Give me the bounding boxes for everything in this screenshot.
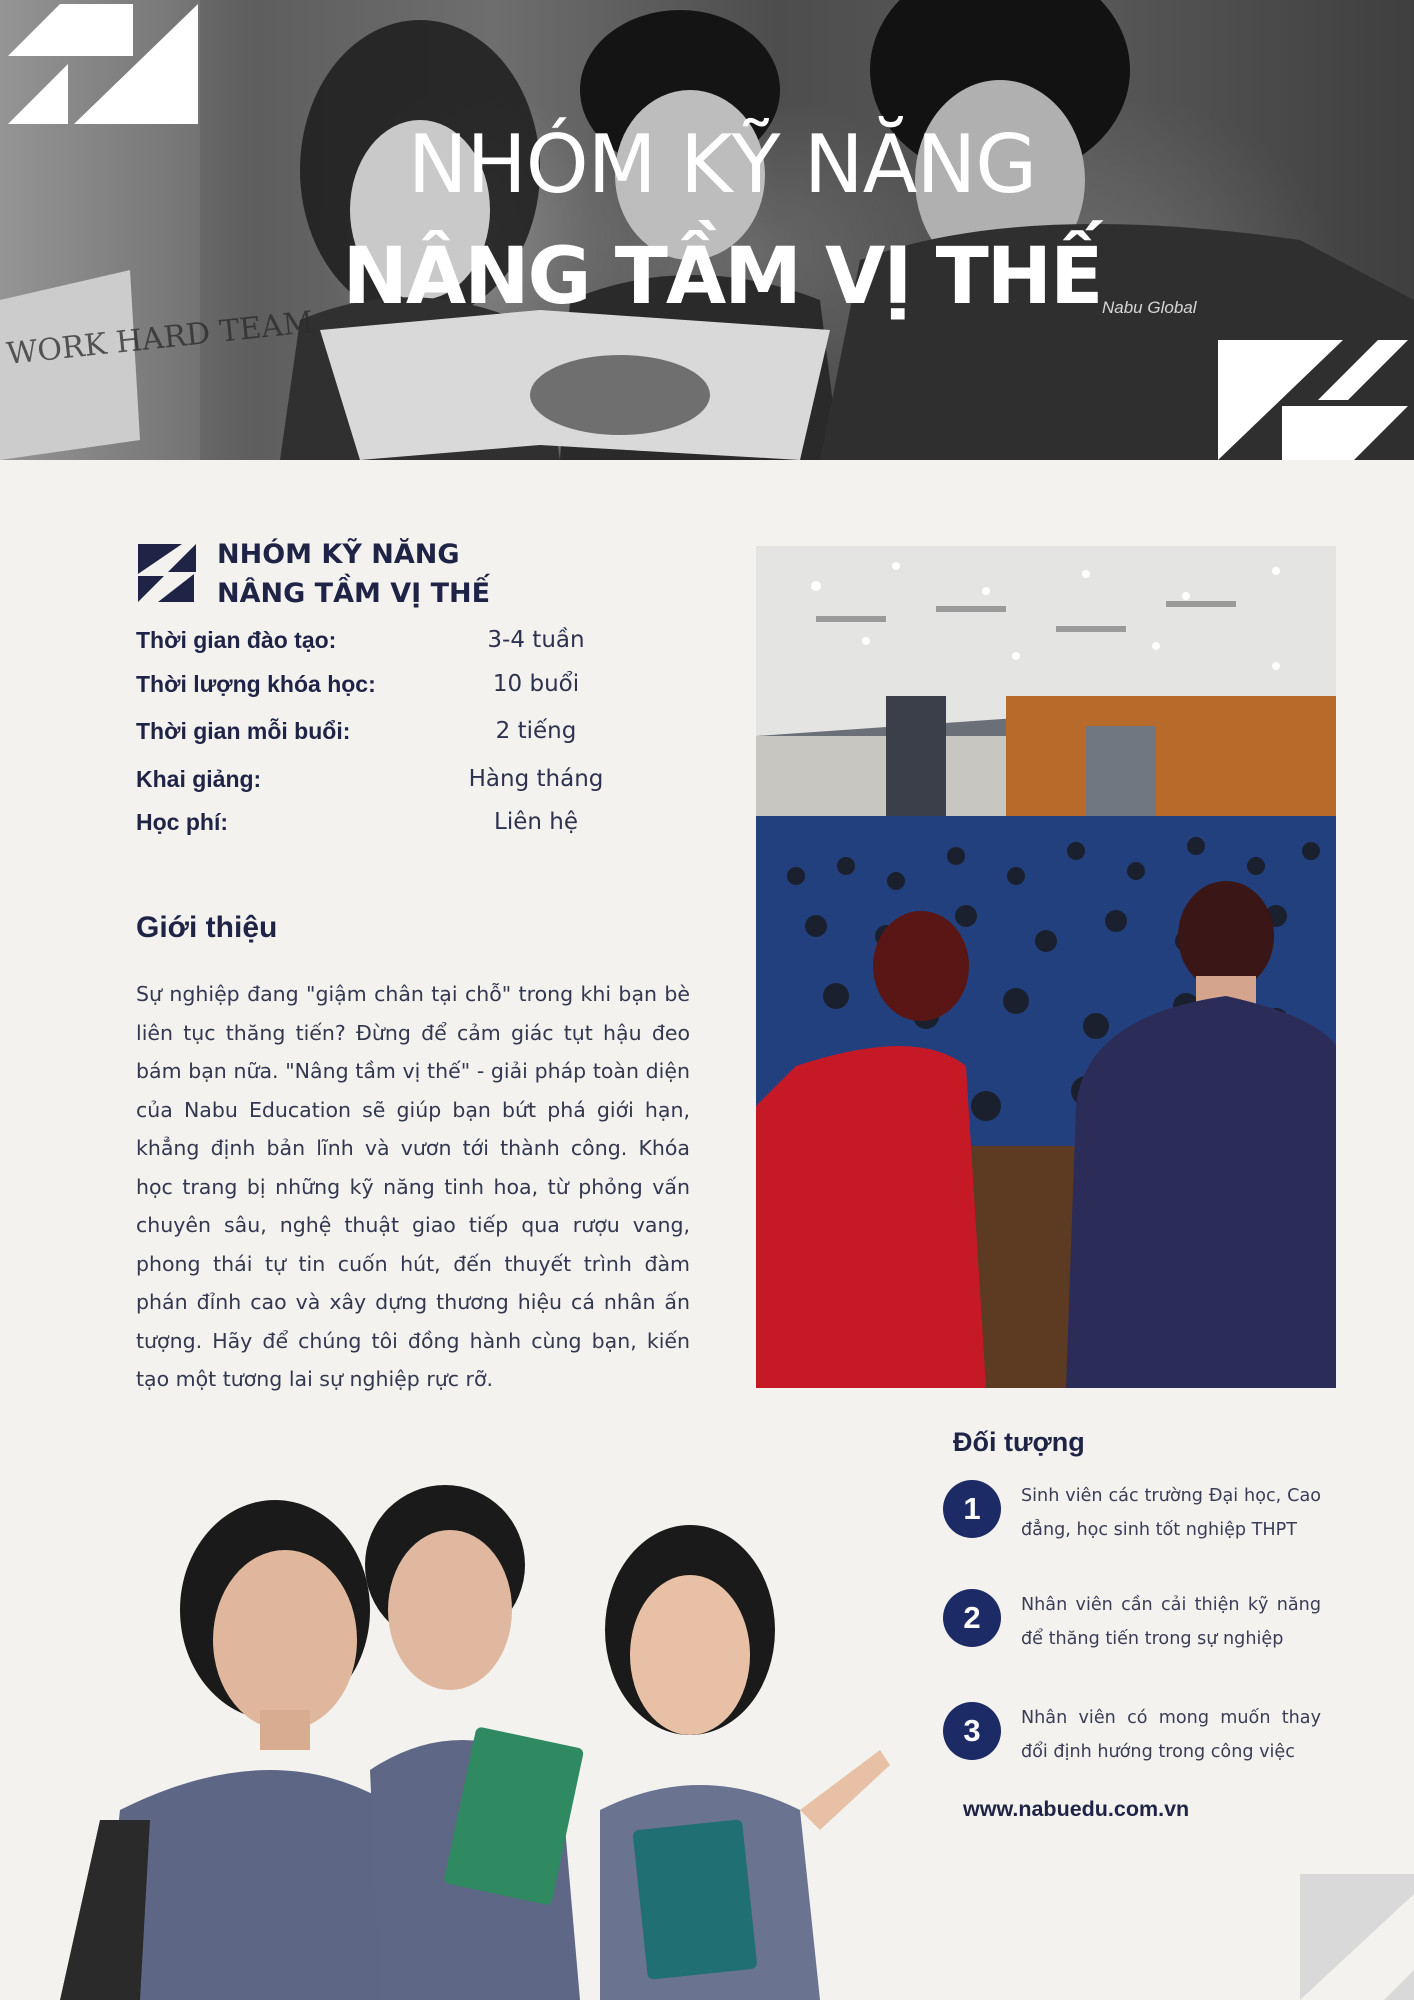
intro-heading: Giới thiệu bbox=[136, 911, 278, 944]
students-photo bbox=[40, 1480, 900, 2000]
corner-decoration-bottom-right bbox=[1300, 1874, 1414, 2000]
detail-label: Thời gian mỗi buổi: bbox=[136, 718, 351, 744]
lecture-hall-photo bbox=[756, 546, 1336, 1388]
detail-label: Thời lượng khóa học: bbox=[136, 671, 376, 697]
course-title-line2: NÂNG TẦM VỊ THẾ bbox=[217, 578, 491, 609]
detail-label: Khai giảng: bbox=[136, 766, 262, 792]
detail-label: Thời gian đào tạo: bbox=[136, 627, 337, 653]
corner-decoration-top-left bbox=[8, 4, 200, 124]
hero-banner bbox=[0, 0, 1414, 460]
detail-row-sessions bbox=[136, 671, 656, 701]
number-badge: 1 bbox=[943, 1480, 1001, 1538]
corner-decoration-hero-right bbox=[1218, 340, 1414, 460]
audience-heading: Đối tượng bbox=[953, 1427, 1085, 1457]
detail-row-opening bbox=[136, 766, 656, 796]
course-title-line1: NHÓM KỸ NĂNG bbox=[217, 539, 460, 570]
hero-title-line1: NHÓM KỸ NĂNG bbox=[407, 118, 1037, 211]
hero-title-line2: NÂNG TẦM VỊ THẾ bbox=[342, 232, 1102, 322]
detail-value: Liên hệ bbox=[494, 809, 578, 835]
detail-value: Hàng tháng bbox=[468, 766, 604, 792]
detail-value: 2 tiếng bbox=[495, 718, 577, 744]
detail-value: 3-4 tuần bbox=[487, 627, 585, 653]
nabu-logo-icon bbox=[138, 544, 198, 602]
course-title bbox=[217, 535, 490, 613]
detail-row-fee bbox=[136, 809, 656, 839]
detail-row-duration bbox=[136, 627, 656, 657]
audience-text: Nhân viên cần cải thiện kỹ năng để thăng tiến trong sự nghiệp bbox=[1021, 1595, 1321, 1649]
intro-paragraph: Sự nghiệp đang "giậm chân tại chỗ" trong khi bạn bè liên tục thăng tiến? Đừng để cảm giác tụt hậu đeo bám bạn nữa. "Nâng tầm vị thế" - giải pháp toàn diện của Nabu Education sẽ giúp bạn bứt phá giới hạn, khẳng định bản lĩnh và vươn tới thành công. Khóa học trang bị những kỹ năng tinh hoa, từ phỏng vấn chuyên sâu, nghệ thuật giao tiếp qua rượu vang, phong thái tự tin cuốn hút, đến thuyết trình đàm phán đỉnh cao và xây dựng thương hiệu cá nhân ấn tượng. Hãy để chúng tôi đồng hành cùng bạn, kiến tạo một tương lai sự nghiệp rực rỡ. bbox=[136, 982, 690, 1391]
website-link[interactable]: www.nabuedu.com.vn bbox=[963, 1797, 1190, 1821]
detail-row-session-length bbox=[136, 718, 656, 748]
detail-value: 10 buổi bbox=[492, 671, 580, 697]
hero-book-cover-text: WORK HARD TEAM bbox=[4, 304, 316, 373]
hero-shirt-brand: Nabu Global bbox=[1102, 298, 1197, 317]
audience-text: Nhân viên có mong muốn thay đổi định hướng trong công việc bbox=[1021, 1708, 1321, 1762]
number-badge: 3 bbox=[943, 1702, 1001, 1760]
hero-photo bbox=[0, 0, 1414, 460]
number-badge: 2 bbox=[943, 1589, 1001, 1647]
audience-text: Sinh viên các trường Đại học, Cao đẳng, học sinh tốt nghiệp THPT bbox=[1021, 1486, 1321, 1540]
detail-label: Học phí: bbox=[136, 809, 228, 835]
